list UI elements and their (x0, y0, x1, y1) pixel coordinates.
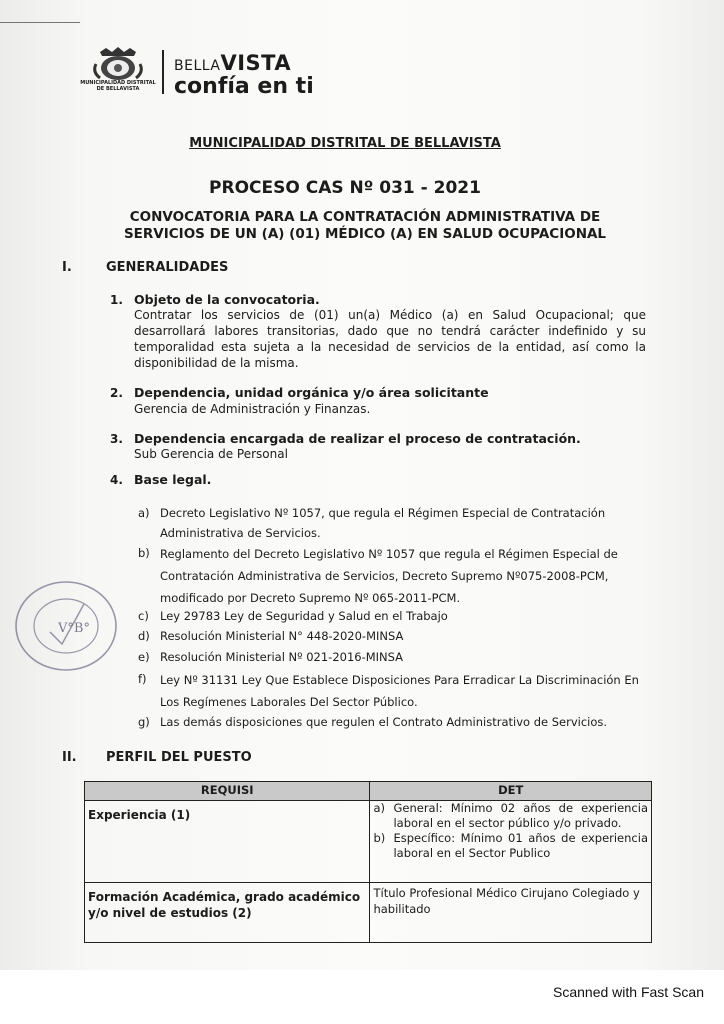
item-description: Gerencia de Administración y Finanzas. (134, 402, 371, 416)
section-number: I. (62, 260, 72, 275)
requirement-cell: Formación Académica, grado académico y/o nivel de estudios (2) (85, 883, 370, 943)
item-description: Sub Gerencia de Personal (134, 447, 288, 461)
section-number: II. (62, 750, 77, 765)
seal-caption: MUNICIPALIDAD DISTRITAL DE BELLAVISTA (80, 80, 156, 92)
brand-slogan: confía en ti (174, 74, 314, 99)
legal-text: Ley Nº 31131 Ley Que Establece Disposiciones Para Erradicar La Discriminación En Los Regímenes Laborales Del Sector Público. (160, 673, 639, 709)
item-title: Dependencia encargada de realizar el proceso de contratación. (134, 431, 581, 446)
item-number: 4. (110, 473, 123, 487)
item-number: 2. (110, 386, 123, 400)
detail-cell: Título Profesional Médico Cirujano Colegiado y habilitado (370, 883, 652, 943)
legal-letter: a) (138, 506, 150, 520)
section-title: GENERALIDADES (106, 260, 229, 275)
legal-text: Las demás disposiciones que regulen el Contrato Administrativo de Servicios. (160, 715, 608, 729)
brand-vista: VISTA (220, 51, 292, 75)
legal-letter: g) (138, 715, 150, 729)
table-row (85, 883, 652, 943)
legal-text: Decreto Legislativo Nº 1057, que regula el Régimen Especial de Contratación Administrativa de Servicios. (160, 506, 606, 540)
table-row (85, 801, 652, 883)
item-title: Objeto de la convocatoria. (134, 292, 320, 307)
column-header-requisito: REQUISI (85, 782, 370, 801)
legal-letter: b) (138, 546, 150, 560)
item-number: 3. (110, 432, 123, 446)
detail-text: Específico: Mínimo 01 años de experiencia laboral en el Sector Publico (393, 831, 648, 860)
legal-letter: d) (138, 629, 150, 643)
legal-text: Ley 29783 Ley de Seguridad y Salud en el Trabajo (160, 609, 448, 623)
detail-letter: b) (373, 831, 386, 845)
table-header-row (85, 782, 652, 801)
legal-letter: f) (138, 672, 147, 686)
detail-letter: a) (373, 801, 386, 815)
legal-text: Resolución Ministerial N° 448-2020-MINSA (160, 629, 404, 643)
requirement-cell: Experiencia (1) (85, 801, 370, 883)
vobo-stamp-icon (10, 574, 122, 678)
detail-cell (370, 801, 652, 883)
logo-divider (162, 50, 164, 94)
item-number: 1. (110, 293, 123, 307)
legal-letter: e) (138, 650, 150, 664)
brand-wordmark (174, 52, 314, 98)
legal-letter: c) (138, 609, 149, 623)
municipality-heading: MUNICIPALIDAD DISTRITAL DE BELLAVISTA (189, 136, 501, 151)
detail-item (373, 801, 648, 831)
call-title-line2: SERVICIOS DE UN (A) (01) MÉDICO (A) EN SALUD OCUPACIONAL (123, 226, 607, 242)
perfil-table (84, 781, 652, 943)
column-header-detalle: DET (370, 782, 652, 801)
detail-text: General: Mínimo 02 años de experiencia laboral en el sector público y/o privado. (393, 801, 648, 830)
process-title: PROCESO CAS Nº 031 - 2021 (209, 178, 481, 198)
item-title: Base legal. (134, 472, 212, 487)
call-title-line1: CONVOCATORIA PARA LA CONTRATACIÓN ADMINISTRATIVA DE (129, 209, 601, 225)
brand-bella: BELLA (174, 58, 221, 74)
item-title: Dependencia, unidad orgánica y/o área solicitante (134, 385, 489, 400)
call-title (60, 209, 670, 243)
stamp-center: V°B° (58, 621, 90, 636)
section-title: PERFIL DEL PUESTO (106, 750, 252, 765)
legal-text: Resolución Ministerial Nº 021-2016-MINSA (160, 650, 404, 664)
item-description: Contratar los servicios de (01) un(a) Médico (a) en Salud Ocupacional; que desarrollará labores transitorias, dado que no tendrá carácter indefinido y su temporalidad esta sujeta a la necesidad de servicios de la entidad, así como la disponibilidad de la misma. (134, 308, 646, 370)
municipality-logo (80, 46, 346, 106)
scanner-watermark: Scanned with Fast Scan (553, 984, 704, 1000)
scan-artifact-line (0, 22, 80, 23)
legal-text: Reglamento del Decreto Legislativo Nº 1057 que regula el Régimen Especial de Contratación Administrativa de Servicios, Decreto Supremo Nº075-2008-PCM, modificado por Decreto Supremo Nº 065-2011-PCM. (160, 547, 618, 605)
detail-item (373, 831, 648, 861)
